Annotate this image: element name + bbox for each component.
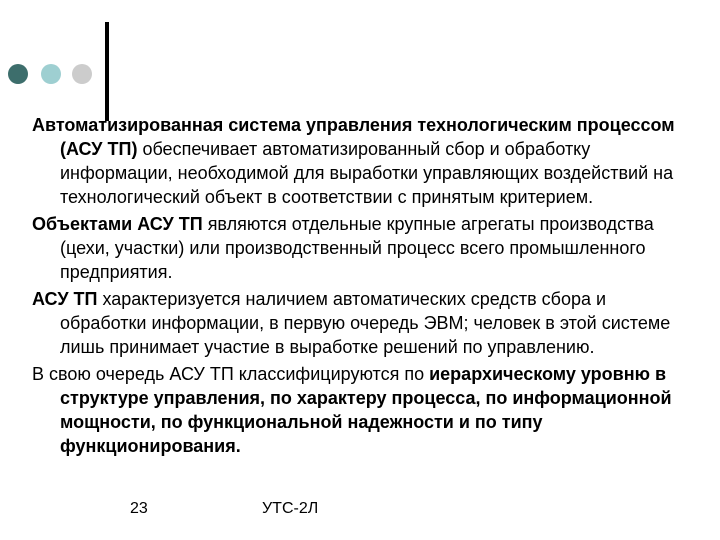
decorative-vertical-bar xyxy=(105,22,109,121)
course-code: УТС-2Л xyxy=(262,500,319,517)
paragraph-classification xyxy=(32,362,697,458)
term-objects: Объектами АСУ ТП xyxy=(32,214,203,234)
slide-body xyxy=(32,113,697,461)
classification-intro: В свою очередь АСУ ТП классифицируются по xyxy=(32,364,430,384)
term-asu-tp: Автоматизированная система управления технологическим процессом (АСУ ТП) xyxy=(32,115,675,159)
term-asu-tp-short: АСУ ТП xyxy=(32,289,98,309)
decorative-dot-dark xyxy=(8,64,28,84)
definition-text: обеспечивает автоматизированный сбор и обработку информации, необходимой для выработки управляющих воздействий на технологический объект в соответствии с принятым критерием. xyxy=(60,139,674,207)
page-number: 23 xyxy=(130,500,148,517)
characteristics-text: характеризуется наличием автоматических средств сбора и обработки информации, в первую очередь ЭВМ; человек в этой системе лишь принимает участие в выработке решений по управлению. xyxy=(60,289,671,357)
paragraph-asu-tp-definition xyxy=(32,113,697,209)
paragraph-characteristics xyxy=(32,287,697,359)
classification-criteria: иерархическому уровню в структуре управления, по характеру процесса, по информационной мощности, по функциональной надежности и по типу функционирования. xyxy=(60,364,672,456)
decorative-dot-gray xyxy=(72,64,92,84)
objects-text: являются отдельные крупные агрегаты производства (цехи, участки) или производственный процесс всего промышленного предприятия. xyxy=(60,214,654,282)
decorative-dot-teal xyxy=(41,64,61,84)
paragraph-objects xyxy=(32,212,697,284)
